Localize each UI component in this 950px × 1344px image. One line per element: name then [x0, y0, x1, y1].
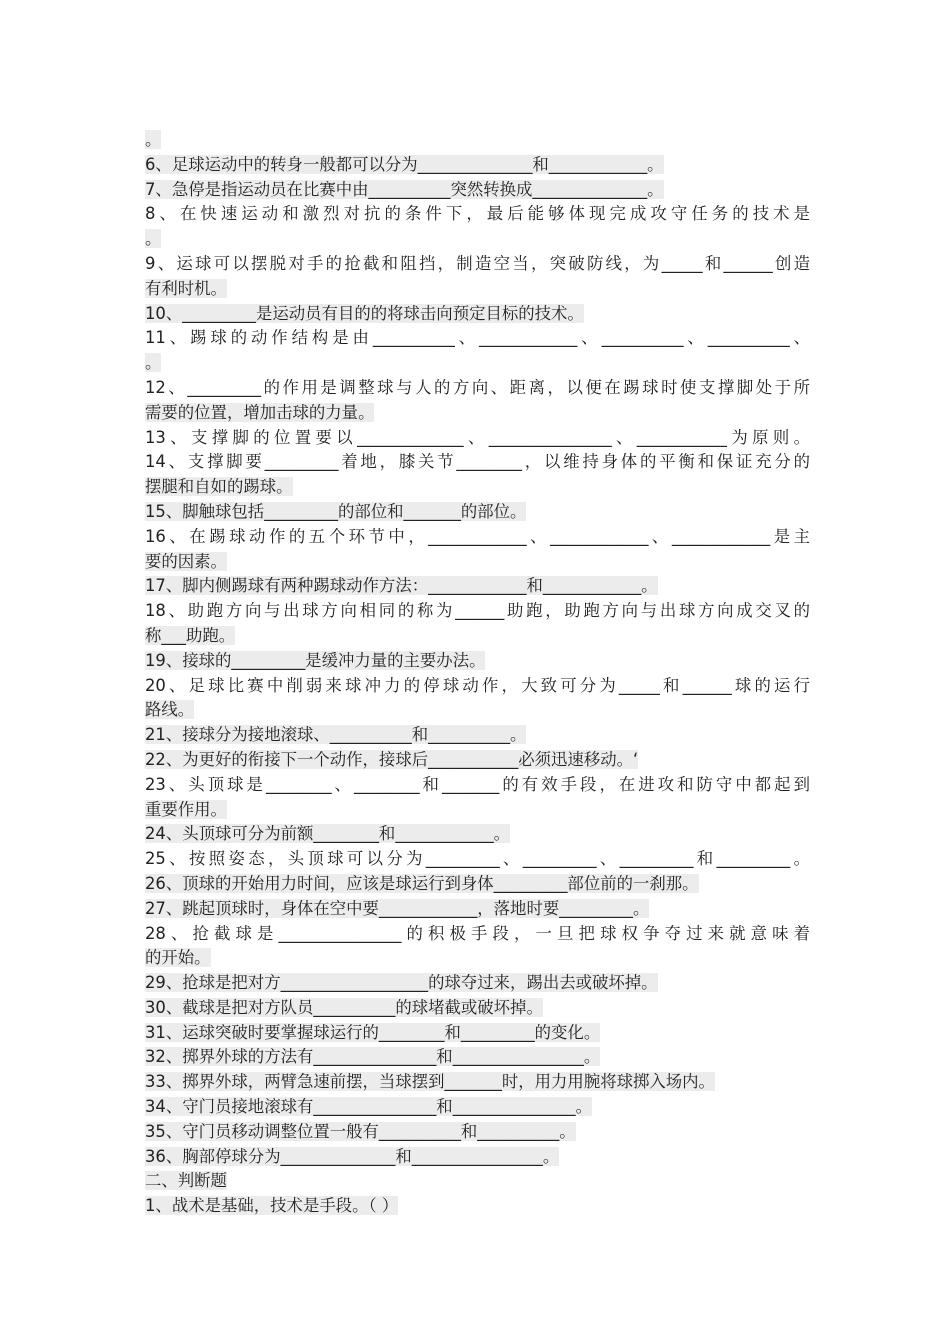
question-36: 36、胸部停球分为______________和________________。 [145, 1146, 560, 1166]
question-25: 25、按照姿态，头顶球可以分为_________、_________、_________和_________。 [145, 849, 810, 869]
question-32: 32、掷界外球的方法有_______________和________________。 [145, 1047, 601, 1067]
question-10: 10、_________是运动员有目的的将球击向预定目标的技术。 [145, 303, 584, 323]
question-8: 8、在快速运动和激烈对抗的条件下，最后能够体现完成攻守任务的技术是 [145, 204, 810, 224]
question-26: 26、顶球的开始用力时间，应该是球运行到身体_________部位前的一刹那。 [145, 873, 699, 893]
question-16: 16、在踢球动作的五个环节中，____________、____________、____________是主 [145, 526, 810, 546]
question-21: 21、接球分为接地滚球、__________和__________。 [145, 725, 527, 745]
question-12-cont: 需要的位置，增加击球的力量。 [145, 402, 375, 422]
question-31: 31、运球突破时要掌握球运行的________和_________的变化。 [145, 1022, 601, 1042]
question-18: 18、助跑方向与出球方向相同的称为______助跑，助跑方向与出球方向成交叉的 [145, 601, 810, 621]
question-27: 27、跳起顶球时，身体在空中要____________，落地时要_________。 [145, 898, 650, 918]
question-7: 7、急停是指运动员在比赛中由__________突然转换成______________。 [145, 179, 664, 199]
document-body [145, 128, 810, 1219]
question-24: 24、头顶球可分为前额________和____________。 [145, 824, 511, 844]
question-9: 9、运球可以摆脱对手的抢截和阻挡，制造空当，突破防线，为_____和______创造 [145, 253, 810, 273]
question-16-cont: 要的因素。 [145, 551, 227, 571]
question-13: 13、支撑脚的位置要以_____________、_______________、___________为原则。 [145, 427, 810, 447]
question-22: 22、为更好的衔接下一个动作，接球后___________必须迅速移动。‘ [145, 749, 639, 769]
question-34: 34、守门员接地滚球有_______________和_______________。 [145, 1097, 593, 1117]
question-14-cont: 摆腿和自如的踢球。 [145, 477, 293, 497]
text-line: 。 [145, 130, 162, 149]
judgement-question-1: 1、战术是基础，技术是手段。（ ） [145, 1196, 399, 1216]
question-30: 30、截球是把对方队员__________的球堵截或破坏掉。 [145, 997, 543, 1017]
question-18-cont: 称___助跑。 [145, 625, 236, 645]
text-line: 。 [145, 229, 162, 249]
question-11: 11、踢球的动作结构是由__________、____________、__________、__________、 [145, 328, 810, 348]
question-19: 19、接球的_________是缓冲力量的主要办法。 [145, 650, 486, 670]
question-9-cont: 有利时机。 [145, 278, 227, 298]
question-23: 23、头顶球是________、________和_______的有效手段，在进攻和防守中都起到 [145, 774, 810, 794]
question-15: 15、脚触球包括_________的部位和_______的部位。 [145, 501, 527, 521]
question-28-cont: 的开始。 [145, 948, 211, 968]
question-12: 12、_________的作用是调整球与人的方向、距离，以便在踢球时使支撑脚处于所 [145, 377, 810, 397]
section-heading: 二、判断题 [145, 1171, 227, 1191]
question-28: 28、抢截球是_______________的积极手段，一旦把球权争夺过来就意味着 [145, 923, 810, 943]
question-35: 35、守门员移动调整位置一般有__________和__________。 [145, 1121, 576, 1141]
question-23-cont: 重要作用。 [145, 799, 227, 819]
question-33: 33、掷界外球，两臂急速前摆，当球摆到_______时，用力用腕将球掷入场内。 [145, 1072, 715, 1092]
text-line: 。 [145, 353, 162, 373]
question-29: 29、抢球是把对方__________________的球夺过来，踢出去或破坏掉。 [145, 973, 658, 993]
question-20-cont: 路线。 [145, 700, 195, 720]
question-14: 14、支撑脚要_________着地，膝关节________，以维持身体的平衡和保证充分的 [145, 452, 810, 472]
question-6: 6、足球运动中的转身一般都可以分为______________和____________。 [145, 154, 664, 174]
question-17: 17、脚内侧踢球有两种踢球动作方法：____________和____________。 [145, 576, 658, 596]
question-20: 20、足球比赛中削弱来球冲力的停球动作，大致可分为_____和______球的运行 [145, 675, 810, 695]
